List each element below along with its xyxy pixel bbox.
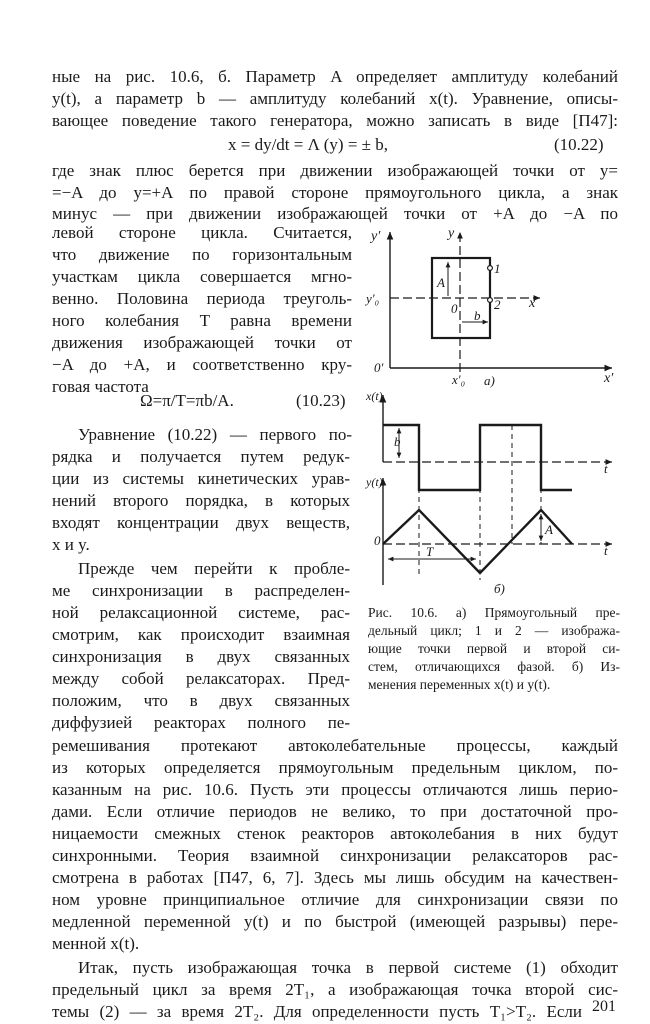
label-origin: 0 bbox=[374, 533, 381, 548]
text-line: ном уровне принципиальное отличие для синхронизации связи по bbox=[52, 890, 618, 909]
figure-caption: Рис. 10.6. а) Прямоугольный пре- bbox=[368, 605, 620, 620]
equation-10-22: x = dy/dt = Λ (y) = ± b, bbox=[228, 135, 388, 154]
label-origin: 0 bbox=[451, 301, 458, 316]
text-line: дами. Если отличие периодов не велико, то при достаточной про- bbox=[52, 802, 618, 821]
text-line: Итак, пусть изображающая точка в первой системе (1) обходит bbox=[78, 958, 618, 977]
label-subfigure-b: б) bbox=[494, 581, 505, 596]
text-line: смотрена в работах [П47, 6, 7]. Здесь мы лишь обсудим на качествен- bbox=[52, 868, 618, 887]
page-number: 201 bbox=[592, 998, 616, 1015]
label-y0: y′₀ bbox=[366, 291, 380, 306]
text-line: вающее поведение такого генератора, можно записать в виде [П47]: bbox=[52, 111, 618, 130]
text-line: между собой релаксаторах. Пред- bbox=[52, 669, 350, 688]
text-line: смотрим, как происходит взаимная bbox=[52, 625, 350, 644]
label-x-prime: x′ bbox=[604, 371, 614, 386]
text-line: −A до +A, и соответственно кру- bbox=[52, 355, 352, 374]
label-y-prime: y′ bbox=[371, 229, 381, 244]
text-line: говая частота bbox=[52, 377, 149, 396]
text-line: ме синхронизации в распределен- bbox=[52, 581, 350, 600]
text-line: что движение по горизонтальным bbox=[52, 245, 352, 264]
point-2 bbox=[488, 298, 493, 303]
text-line: входят концентрации двух веществ, bbox=[52, 513, 350, 532]
text-line: синхронными. Теория взаимной синхронизации релаксаторов рас- bbox=[52, 846, 618, 865]
text-line: Прежде чем перейти к пробле- bbox=[78, 559, 350, 578]
text-line: казанным на рис. 10.6. Пусть эти процессы отличаются лишь перио- bbox=[52, 780, 618, 799]
label-t: t bbox=[604, 543, 608, 558]
figure-caption: дельный цикл; 1 и 2 — изобража- bbox=[368, 623, 620, 638]
figure-caption: стем, отличающихся фазой. б) Из- bbox=[368, 659, 620, 674]
label-x-t: x(t) bbox=[366, 389, 383, 403]
equation-number: (10.22) bbox=[554, 135, 604, 154]
text-line: медленной переменной y(t) и по быстрой (имеющей разрывы) пере- bbox=[52, 912, 618, 931]
triangle-wave-y bbox=[383, 510, 572, 573]
text-line: Уравнение (10.22) — первого по- bbox=[78, 425, 352, 444]
label-A: A bbox=[545, 522, 553, 537]
label-t: t bbox=[604, 461, 608, 476]
text-line: =−A до y=+A по правой стороне прямоугольного цикла, а знак bbox=[52, 183, 618, 202]
figure-caption: ющие точки первой и второй си- bbox=[368, 641, 620, 656]
text-line: x и y. bbox=[52, 535, 90, 554]
text-line: темы (2) — за время 2T₂. Для определенности пусть T₁>T₂. Если bbox=[52, 1002, 582, 1021]
label-x: x bbox=[529, 296, 536, 311]
text-line: нений второго порядка, в которых bbox=[52, 491, 350, 510]
text-line: венно. Половина периода треуголь- bbox=[52, 289, 352, 308]
label-b: b bbox=[394, 434, 401, 449]
text-line: ремешивания протекают автоколебательные процессы, каждый bbox=[52, 736, 618, 755]
label-subfigure-a: а) bbox=[484, 373, 495, 388]
text-line: движения изображающей точки от bbox=[52, 333, 352, 352]
text-line: минус — при движении изображающей точки от +A до −A по bbox=[52, 204, 618, 223]
point-1 bbox=[488, 266, 493, 271]
text-line: менной x(t). bbox=[52, 934, 140, 953]
label-T: T bbox=[426, 544, 434, 559]
label-point-2: 2 bbox=[494, 297, 501, 312]
figure-caption: менения переменных x(t) и y(t). bbox=[368, 677, 551, 692]
text-line: предельный цикл за время 2T₁, а изображающая точка второй сис- bbox=[52, 980, 618, 999]
text-line: рядка и получается путем редук- bbox=[52, 447, 350, 466]
text-line: где знак плюс берется при движении изображающей точки от y= bbox=[52, 161, 618, 180]
text-line: из которых определяется прямоугольным предельным циклом, по- bbox=[52, 758, 618, 777]
text-line: ции из системы кинетических урав- bbox=[52, 469, 350, 488]
label-origin-prime: 0′ bbox=[374, 360, 384, 375]
label-y: y bbox=[448, 226, 455, 241]
text-line: положим, что в двух связанных bbox=[52, 691, 350, 710]
text-line: диффузией реакторах полного пе- bbox=[52, 713, 350, 732]
text-line: ной релаксационной системе, рас- bbox=[52, 603, 350, 622]
label-point-1: 1 bbox=[494, 261, 501, 276]
square-wave-x bbox=[383, 425, 572, 490]
text-line: y(t), а параметр b — амплитуду колебаний x(t). Уравнение, описы- bbox=[52, 89, 618, 108]
label-y-t: y(t) bbox=[366, 475, 383, 489]
text-line: ного колебания T равна времени bbox=[52, 311, 352, 330]
text-line: участкам цикла совершается мгно- bbox=[52, 267, 352, 286]
text-line: левой стороне цикла. Считается, bbox=[52, 223, 352, 242]
label-A: A bbox=[437, 275, 445, 290]
text-line: ные на рис. 10.6, б. Параметр A определяет амплитуду колебаний bbox=[52, 67, 618, 86]
label-x0: x′₀ bbox=[452, 372, 466, 387]
text-line: синхронизация в двух связанных bbox=[52, 647, 350, 666]
equation-10-23: Ω=π/T=πb/A. bbox=[140, 391, 234, 410]
text-line: ницаемости смежных стенок реакторов автоколебания в них будут bbox=[52, 824, 618, 843]
equation-number: (10.23) bbox=[296, 391, 346, 410]
label-b: b bbox=[474, 308, 481, 323]
